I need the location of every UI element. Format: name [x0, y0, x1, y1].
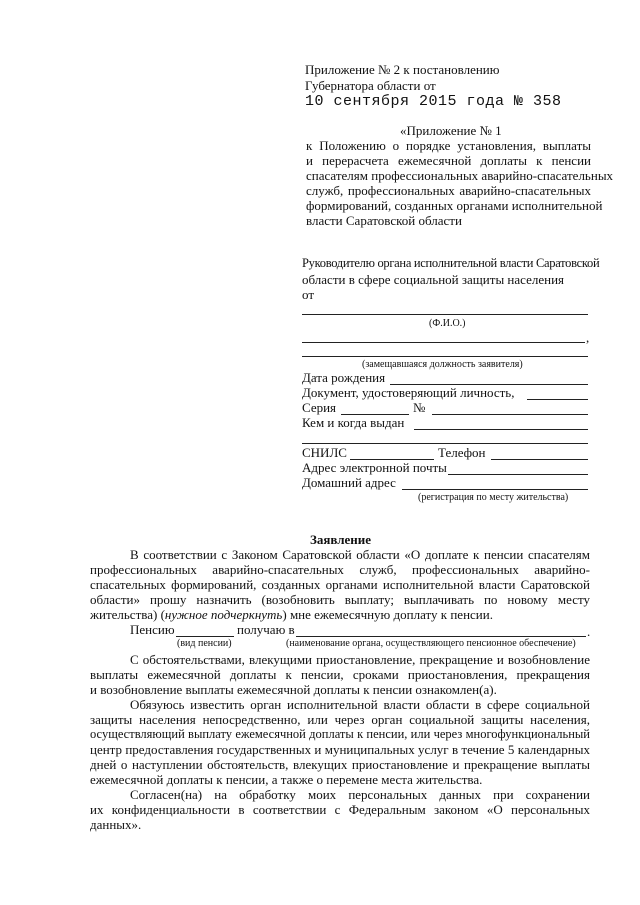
number-label: № [413, 400, 426, 415]
statement-line: С обстоятельствами, влекущими приостановление, прекращение и возобновление [130, 652, 590, 667]
statement-line: центр предоставления государственных и муниципальных услуг в течение 5 календарных [90, 742, 590, 757]
fio-line[interactable] [302, 314, 588, 315]
addressee-line-1: Руководителю органа исполнительной власти Саратовской [302, 256, 600, 270]
appendix-title: «Приложение № 1 [400, 123, 502, 138]
pension-receive-label: получаю в [237, 622, 295, 637]
appendix-line: спасателям профессиональных аварийно-спасательных [306, 168, 614, 183]
statement-line: Согласен(на) на обработку моих персональных данных при сохранении [130, 787, 590, 802]
statement-line: профессиональных аварийно-спасательных служб, профессиональных аварийно- [90, 562, 590, 577]
statement-line-last: ежемесячной доплаты к пенсии, а также о перемене места жительства. [90, 772, 483, 787]
statement-line-last: данных». [90, 817, 142, 832]
statement-title: Заявление [310, 532, 372, 547]
statement-line: спасательных формирований, созданных органами исполнительной власти Саратовской [90, 577, 590, 592]
pension-organ-caption: (наименование органа, осуществляющего пенсионное обеспечение) [286, 638, 576, 649]
phone-label: Телефон [438, 445, 486, 460]
fio-caption: (Ф.И.О.) [429, 318, 466, 329]
statement-text: жительства) ( [90, 607, 165, 622]
comma-mark: , [586, 330, 590, 345]
issued-label: Кем и когда выдан [302, 415, 405, 430]
number-field[interactable] [432, 414, 588, 415]
pension-label: Пенсию [130, 622, 175, 637]
pension-organ-field[interactable] [296, 636, 586, 637]
statement-line: защиты населения непосредственно, или через орган социальной защиты населения, [90, 712, 590, 727]
id-doc-field[interactable] [527, 399, 588, 400]
home-address-label: Домашний адрес [302, 475, 396, 490]
pension-type-caption: (вид пенсии) [177, 638, 232, 649]
appendix-line: служб, профессиональных аварийно-спасательных [306, 183, 591, 198]
birth-date-label: Дата рождения [302, 370, 386, 385]
period-mark: . [587, 624, 591, 639]
statement-line: В соответствии с Законом Саратовской области «О доплате к пенсии спасателям [130, 547, 590, 562]
appendix-line: власти Саратовской области [306, 213, 462, 228]
id-doc-label: Документ, удостоверяющий личность, [302, 385, 515, 400]
home-address-caption: (регистрация по месту жительства) [418, 492, 569, 503]
email-field[interactable] [448, 474, 588, 475]
statement-line: выплаты ежемесячной доплаты к пенсии, сроками приостановления, прекращения [90, 667, 590, 682]
statement-line-last [90, 607, 493, 623]
position-line[interactable] [302, 356, 588, 357]
issued-field[interactable] [414, 429, 588, 430]
statement-line: Обязуюсь известить орган исполнительной власти области в сфере социальной [130, 697, 590, 712]
statement-text: ) мне ежемесячную доплату к пенсии. [282, 607, 493, 622]
position-caption: (замещавшаяся должность заявителя) [362, 359, 523, 370]
statement-line: области» прошу назначить (возобновить выплату; выплачивать по новому месту [90, 592, 590, 607]
statement-line: осуществляющий выплату ежемесячной доплаты к пенсии, или через многофункциональный [90, 727, 590, 741]
addressee-line-2: области в сфере социальной защиты населения [302, 272, 564, 287]
statement-line-last: и возобновление выплаты ежемесячной доплаты к пенсии ознакомлен(а). [90, 682, 497, 697]
appendix-line: и перерасчета ежемесячной доплаты к пенсии [306, 153, 591, 168]
pension-type-field[interactable] [176, 636, 234, 637]
statement-line: их конфиденциальности в соответствии с Федеральным законом «О персональных [90, 802, 590, 817]
header-line-2: Губернатора области от [305, 78, 436, 93]
statement-line: дней о наступлении обстоятельств, влекущих приостановление и прекращение выплаты [90, 757, 590, 772]
appendix-line: к Положению о порядке установления, выплаты [306, 138, 591, 153]
header-date-number: 10 сентября 2015 года № 358 [305, 93, 562, 110]
fio-line-2[interactable] [302, 342, 585, 343]
header-line-1: Приложение № 2 к постановлению [305, 62, 500, 77]
home-address-field[interactable] [402, 489, 588, 490]
series-label: Серия [302, 400, 337, 415]
appendix-line: формирований, созданных органами исполнительной [306, 198, 603, 213]
addressee-from: от [302, 287, 315, 302]
email-label: Адрес электронной почты [302, 460, 447, 475]
phone-field[interactable] [491, 459, 588, 460]
issued-field-2[interactable] [302, 443, 588, 444]
underline-hint: нужное подчеркнуть [164, 607, 283, 622]
snils-label: СНИЛС [302, 445, 347, 460]
